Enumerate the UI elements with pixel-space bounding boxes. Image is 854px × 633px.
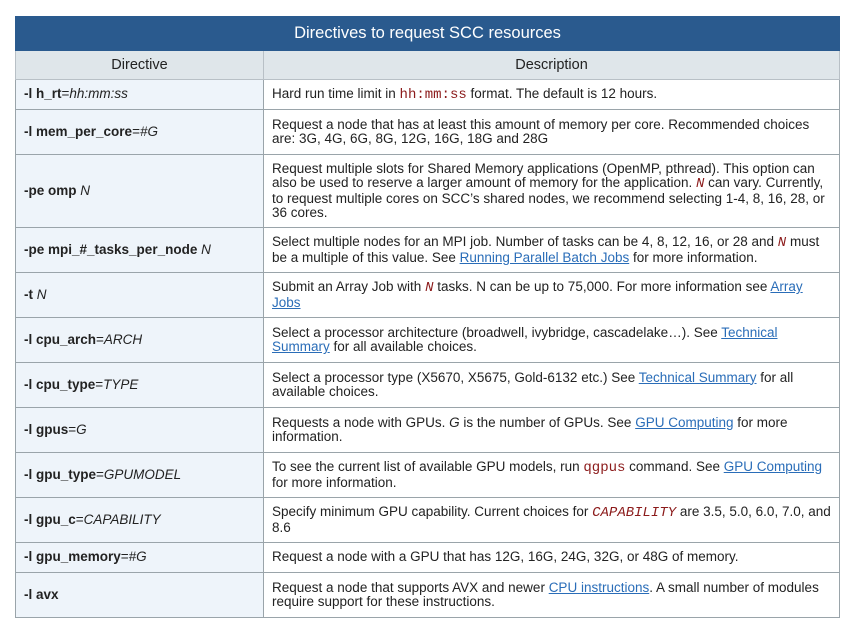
description-text: Request multiple slots for Shared Memory applications (OpenMP, pthread). This option can also be used to reserve a larger amount of memory for the application. bbox=[272, 160, 815, 190]
directive-argument: N bbox=[201, 241, 211, 257]
description-cell bbox=[264, 318, 840, 363]
directive-argument: G bbox=[76, 421, 87, 437]
directive-cell bbox=[16, 453, 264, 498]
directive-cell bbox=[16, 273, 264, 318]
directive-flag: -l mem_per_core bbox=[24, 123, 133, 139]
description-cell bbox=[264, 408, 840, 453]
directive-argument: #G bbox=[128, 549, 147, 565]
link-cpu-instructions[interactable]: CPU instructions bbox=[548, 579, 650, 595]
directive-flag: -l gpus bbox=[24, 421, 69, 437]
directive-separator: = bbox=[61, 86, 70, 102]
directive-argument: #G bbox=[139, 123, 158, 139]
directive-separator: = bbox=[68, 421, 77, 437]
link-technical-summary[interactable]: Technical Summary bbox=[272, 324, 778, 354]
description-text: . A small number of modules require support for these instructions. bbox=[272, 579, 819, 609]
directive-cell bbox=[16, 573, 264, 618]
description-text: for more information. bbox=[272, 474, 397, 490]
directive-argument: N bbox=[80, 182, 91, 198]
description-text: command. See bbox=[625, 459, 724, 474]
description-cell bbox=[264, 498, 840, 543]
table-row bbox=[16, 453, 840, 498]
description-text: Request a node that has at least this amount of memory per core. Recommended choices are: 3G, 4G, 6G, 8G, 12G, 16G, 18G and 28G bbox=[272, 116, 810, 146]
directive-flag: -pe omp bbox=[24, 182, 77, 198]
directive-separator: = bbox=[96, 331, 104, 347]
table-row bbox=[16, 273, 840, 318]
directive-argument: GPUMODEL bbox=[103, 466, 182, 482]
directive-flag: -t bbox=[24, 286, 33, 302]
directive-cell bbox=[16, 498, 264, 543]
directive-separator: = bbox=[95, 376, 104, 392]
directive-cell bbox=[16, 408, 264, 453]
description-text: for all available choices. bbox=[272, 369, 794, 399]
directive-separator: = bbox=[120, 549, 129, 565]
table-row bbox=[16, 408, 840, 453]
link-gpu-computing[interactable]: GPU Computing bbox=[723, 459, 823, 474]
italic-term: G bbox=[449, 414, 460, 430]
directive-flag: -l gpu_memory bbox=[24, 549, 121, 565]
description-text: tasks. N can be up to 75,000. For more information see bbox=[433, 279, 771, 294]
directive-cell bbox=[16, 80, 264, 110]
directive-argument: N bbox=[36, 286, 47, 302]
directive-flag: -l gpu_c bbox=[24, 511, 76, 527]
link-array-jobs[interactable]: Array Jobs bbox=[272, 279, 803, 310]
directive-cell bbox=[16, 228, 264, 273]
directive-cell bbox=[16, 110, 264, 155]
code-snippet: CAPABILITY bbox=[592, 505, 677, 521]
directive-flag: -l cpu_type bbox=[24, 376, 96, 392]
directive-cell bbox=[16, 318, 264, 363]
directive-cell bbox=[16, 363, 264, 408]
column-header-description: Description bbox=[264, 51, 840, 80]
code-snippet: N bbox=[695, 176, 705, 192]
directive-cell bbox=[16, 155, 264, 228]
directive-flag: -pe mpi_#_tasks_per_node bbox=[24, 241, 198, 257]
directive-flag: -l avx bbox=[24, 586, 59, 602]
description-cell bbox=[264, 273, 840, 318]
description-text: Request a node with a GPU that has 12G, 16G, 24G, 32G, or 48G of memory. bbox=[272, 549, 739, 565]
description-text: To see the current list of available GPU models, run bbox=[272, 459, 584, 474]
description-text: Submit an Array Job with bbox=[272, 279, 426, 294]
link-technical-summary[interactable]: Technical Summary bbox=[638, 369, 757, 385]
table-row bbox=[16, 110, 840, 155]
description-cell bbox=[264, 80, 840, 110]
directive-flag: -l h_rt bbox=[24, 86, 62, 102]
link-gpu-computing[interactable]: GPU Computing bbox=[635, 414, 734, 430]
description-text: Request a node that supports AVX and newer bbox=[272, 579, 549, 595]
directive-separator: = bbox=[96, 466, 104, 482]
description-text: Select multiple nodes for an MPI job. Number of tasks can be 4, 8, 12, 16, or 28 and bbox=[272, 234, 778, 249]
description-cell bbox=[264, 155, 840, 228]
directive-argument: hh:mm:ss bbox=[69, 86, 128, 102]
description-text: can vary. Currently, to request multiple cores on SCC’s shared nodes, we recommend selecting 1-4, 8, 16, 28, or 36 cores. bbox=[272, 175, 825, 220]
description-text: for all available choices. bbox=[329, 339, 477, 354]
table-row bbox=[16, 573, 840, 618]
directive-flag: -l cpu_arch bbox=[24, 331, 97, 347]
table-row bbox=[16, 498, 840, 543]
description-cell bbox=[264, 110, 840, 155]
description-text: Select a processor type (X5670, X5675, Gold-6132 etc.) See bbox=[272, 369, 639, 385]
description-text: Requests a node with GPUs. bbox=[272, 414, 450, 430]
code-snippet: N bbox=[425, 280, 434, 296]
directives-table-container bbox=[15, 16, 839, 618]
description-text: is the number of GPUs. See bbox=[459, 414, 636, 430]
description-text: are 3.5, 5.0, 6.0, 7.0, and 8.6 bbox=[272, 504, 831, 535]
directive-argument: ARCH bbox=[103, 331, 143, 347]
description-text: must be a multiple of this value. See bbox=[272, 234, 820, 265]
directive-argument: TYPE bbox=[103, 376, 139, 392]
link-running-parallel-batch-jobs[interactable]: Running Parallel Batch Jobs bbox=[459, 249, 630, 265]
directives-table bbox=[15, 16, 840, 618]
description-cell bbox=[264, 228, 840, 273]
description-text: Select a processor architecture (broadwell, ivybridge, cascadelake…). See bbox=[272, 324, 722, 340]
code-snippet: hh:mm:ss bbox=[399, 86, 467, 103]
description-text: Hard run time limit in bbox=[272, 85, 400, 101]
directive-cell bbox=[16, 543, 264, 573]
column-header-directive: Directive bbox=[16, 51, 264, 80]
description-text: for more information. bbox=[272, 414, 788, 444]
table-row bbox=[16, 363, 840, 408]
table-row bbox=[16, 543, 840, 573]
code-snippet: qgpus bbox=[583, 460, 626, 476]
description-cell bbox=[264, 543, 840, 573]
description-text: format. The default is 12 hours. bbox=[466, 85, 658, 101]
table-row bbox=[16, 228, 840, 273]
table-title: Directives to request SCC resources bbox=[16, 17, 840, 51]
description-text: Specify minimum GPU capability. Current choices for bbox=[272, 504, 593, 519]
table-row bbox=[16, 80, 840, 110]
directive-argument: CAPABILITY bbox=[83, 511, 161, 527]
description-cell bbox=[264, 363, 840, 408]
description-text: for more information. bbox=[629, 249, 758, 265]
description-cell bbox=[264, 573, 840, 618]
table-row bbox=[16, 318, 840, 363]
directive-separator: = bbox=[75, 511, 84, 527]
table-row bbox=[16, 155, 840, 228]
code-snippet: N bbox=[777, 235, 787, 251]
description-cell bbox=[264, 453, 840, 498]
directive-flag: -l gpu_type bbox=[24, 466, 97, 482]
directive-separator: = bbox=[132, 123, 140, 139]
